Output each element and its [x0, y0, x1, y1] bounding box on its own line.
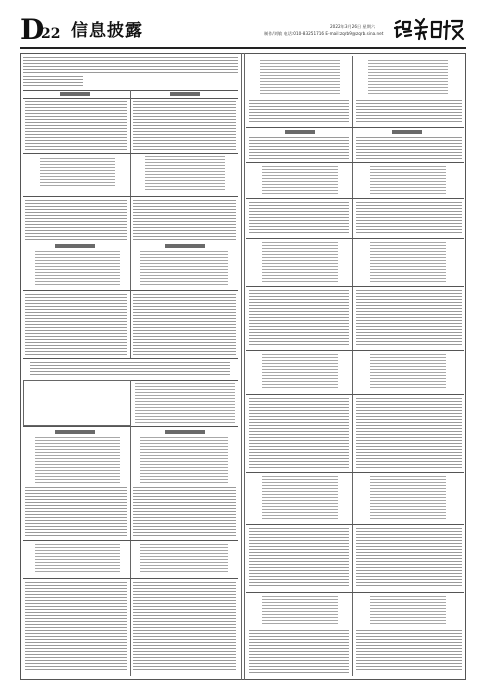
section-title: 信息披露	[71, 21, 143, 41]
table-cell-text	[262, 596, 338, 626]
section-heading	[55, 430, 95, 434]
table-cell-text	[356, 100, 462, 124]
table-cell-text	[262, 166, 338, 194]
table-cell-text	[25, 101, 127, 151]
section-heading	[285, 130, 315, 134]
table-cell-text	[262, 242, 338, 282]
table-rule	[23, 358, 238, 359]
table-divider	[352, 56, 353, 676]
table-cell-text	[370, 166, 446, 194]
section-heading	[55, 244, 95, 248]
table-rule	[23, 578, 238, 579]
page-letter: D	[20, 13, 45, 46]
table-cell-text	[133, 582, 236, 672]
table-cell-text	[145, 156, 225, 192]
masthead	[20, 13, 466, 46]
table-cell-text	[133, 487, 236, 537]
section-heading	[165, 430, 205, 434]
table-divider	[130, 90, 131, 358]
table-cell-text	[133, 294, 236, 356]
table-cell-text	[249, 137, 349, 159]
table-cell-text	[370, 476, 446, 520]
table-cell-text	[370, 354, 446, 390]
table-cell-text	[260, 60, 340, 96]
table-rule	[246, 350, 464, 351]
table-cell-text	[262, 354, 338, 390]
table-cell-text	[249, 398, 349, 468]
editor-contact: 制作/刘敏 电话:010-83251716 E-mail:zqrb9@zqrb.sina.net	[264, 30, 384, 36]
table-cell-text	[370, 242, 446, 282]
intro-text	[23, 57, 238, 75]
table-cell-text	[35, 544, 120, 574]
table-cell-text	[249, 100, 349, 124]
table-cell-text	[249, 528, 349, 588]
table-rule	[23, 290, 238, 291]
table-cell-text	[370, 596, 446, 626]
section-heading	[165, 244, 205, 248]
table-cell-text	[262, 476, 338, 520]
center-gutter	[241, 53, 245, 680]
table-rule	[246, 162, 464, 163]
table-rule	[246, 472, 464, 473]
table-column-header-left	[60, 92, 90, 96]
table-cell-text	[356, 137, 462, 159]
table-divider	[130, 426, 131, 676]
table-rule	[23, 196, 238, 197]
table-cell-text	[368, 60, 448, 96]
table-cell-text	[140, 251, 228, 285]
newspaper-logo-icon	[392, 15, 468, 43]
table-cell-text	[40, 158, 115, 188]
table-rule	[246, 592, 464, 593]
table-cell-text	[133, 200, 236, 240]
table-column-header-right	[170, 92, 200, 96]
table-cell-text	[35, 251, 120, 285]
table-cell-text	[25, 200, 127, 240]
table-cell-text	[25, 487, 127, 537]
table-cell-text	[249, 290, 349, 346]
page-number: 22	[41, 26, 61, 42]
notice-text	[30, 362, 230, 376]
table-rule	[246, 127, 464, 128]
table-cell-text	[140, 437, 228, 483]
table-rule	[246, 238, 464, 239]
table-rule	[246, 198, 464, 199]
intro-subtext	[23, 76, 83, 88]
empty-table-cell	[23, 380, 131, 426]
table-rule	[23, 153, 238, 154]
table-cell-text	[249, 630, 349, 674]
masthead-rule	[20, 47, 466, 49]
table-cell-text	[140, 544, 228, 574]
issue-date: 2022年3月26日 星期六	[330, 24, 376, 29]
table-cell-text	[135, 383, 235, 423]
table-cell-text	[35, 437, 120, 483]
table-rule	[246, 524, 464, 525]
table-cell-text	[25, 582, 127, 672]
table-cell-text	[133, 101, 236, 151]
table-rule	[246, 286, 464, 287]
table-rule	[23, 540, 238, 541]
table-cell-text	[356, 528, 462, 588]
table-cell-text	[249, 202, 349, 234]
table-cell-text	[356, 630, 462, 670]
table-rule	[246, 394, 464, 395]
table-cell-text	[356, 290, 462, 346]
table-cell-text	[356, 398, 462, 468]
table-cell-text	[356, 202, 462, 234]
table-cell-text	[25, 294, 127, 356]
section-heading	[392, 130, 422, 134]
